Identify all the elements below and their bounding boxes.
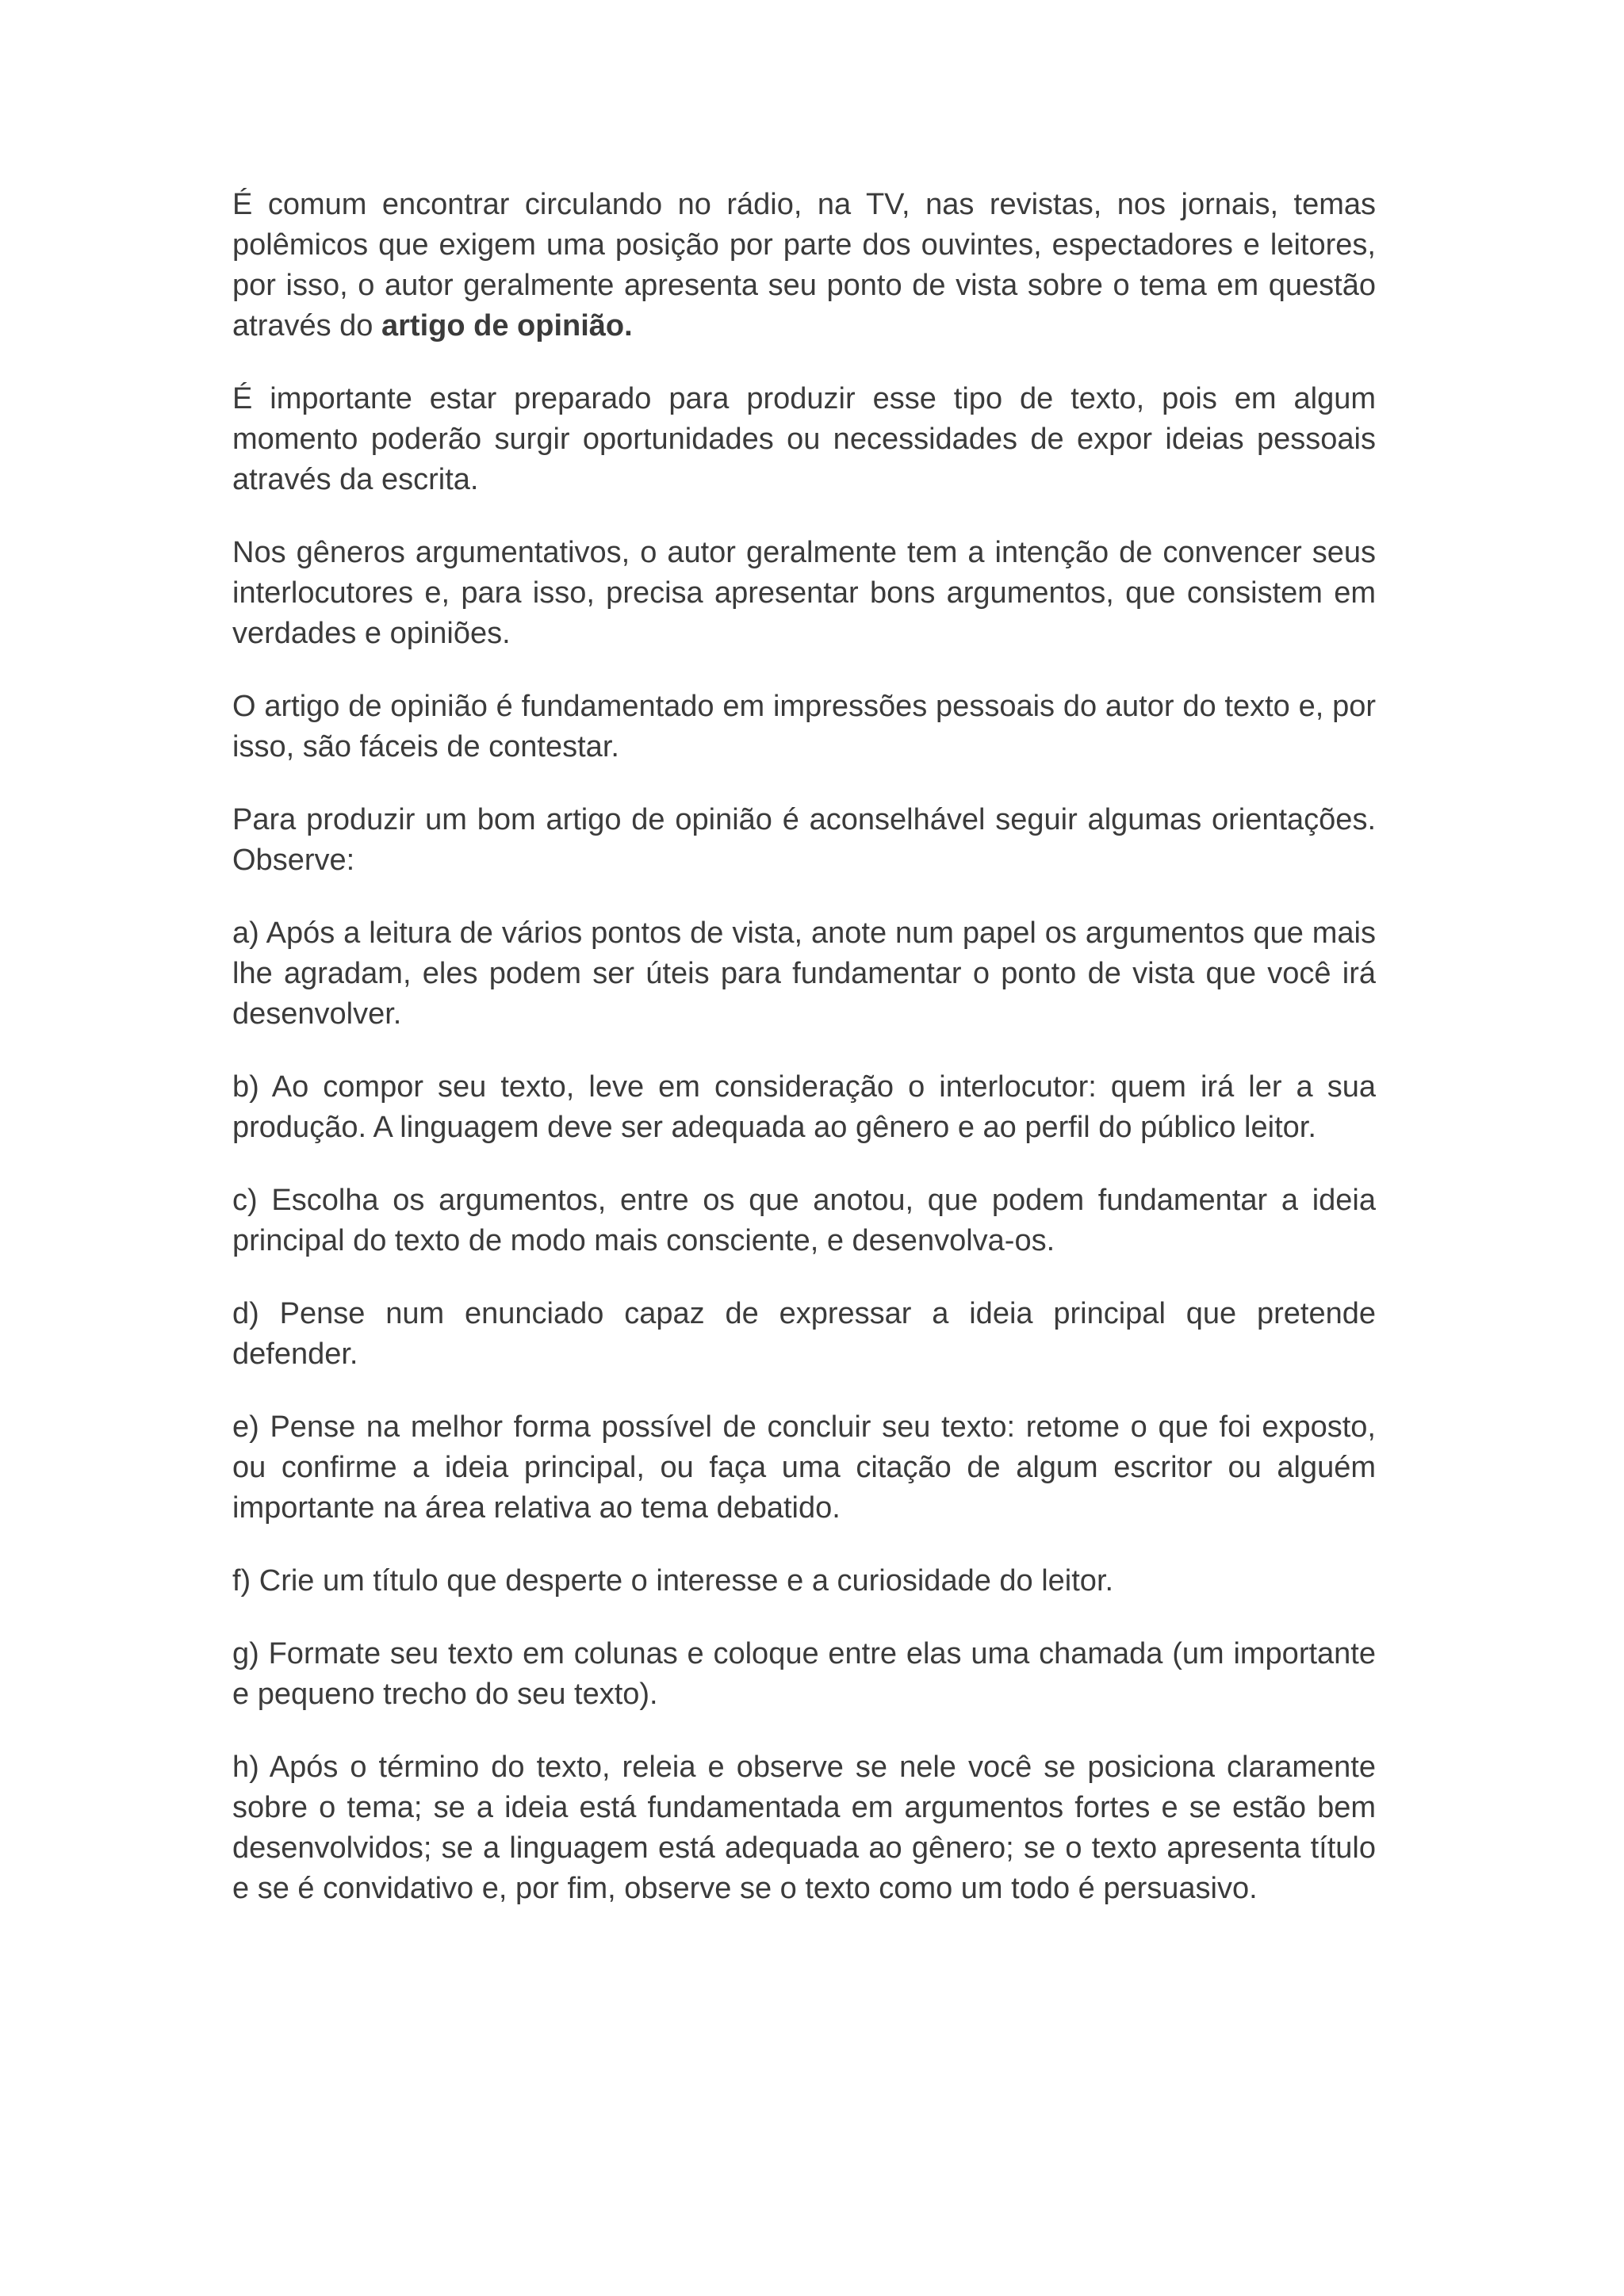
paragraph-text: g) Formate seu texto em colunas e coloque entre elas uma chamada (um importante e pequeno trecho do seu texto). (232, 1637, 1376, 1711)
paragraph-text: É importante estar preparado para produzir esse tipo de texto, pois em algum momento poderão surgir oportunidades ou necessidades de expor ideias pessoais através da escrita. (232, 382, 1376, 496)
paragraph-text: O artigo de opinião é fundamentado em impressões pessoais do autor do texto e, por isso, são fáceis de contestar. (232, 690, 1376, 763)
paragraph-text: f) Crie um título que desperte o interesse e a curiosidade do leitor. (232, 1564, 1114, 1598)
guideline-item-f (232, 1561, 1376, 1601)
paragraph-text: d) Pense num enunciado capaz de expressar a ideia principal que pretende defender. (232, 1297, 1376, 1371)
paragraph-text: b) Ao compor seu texto, leve em consideração o interlocutor: quem irá ler a sua produção. A linguagem deve ser adequada ao gênero e ao perfil do público leitor. (232, 1070, 1376, 1144)
guideline-item-g (232, 1634, 1376, 1715)
paragraph-text: a) Após a leitura de vários pontos de vista, anote num papel os argumentos que mais lhe agradam, eles podem ser úteis para fundamentar o ponto de vista que você irá desenvolver. (232, 916, 1376, 1031)
paragraph-text: Para produzir um bom artigo de opinião é aconselhável seguir algumas orientações. Observe: (232, 803, 1376, 877)
guideline-item-b (232, 1067, 1376, 1148)
paragraph-text: Nos gêneros argumentativos, o autor geralmente tem a intenção de convencer seus interlocutores e, para isso, precisa apresentar bons argumentos, que consistem em verdades e opiniões. (232, 536, 1376, 650)
guideline-item-c (232, 1181, 1376, 1261)
guideline-item-e (232, 1407, 1376, 1529)
paragraph-text: c) Escolha os argumentos, entre os que anotou, que podem fundamentar a ideia principal do texto de modo mais consciente, e desenvolva-os. (232, 1184, 1376, 1257)
paragraph-text: É comum encontrar circulando no rádio, na TV, nas revistas, nos jornais, temas polêmicos que exigem uma posição por parte dos ouvintes, espectadores e leitores, por isso, o autor geralmente apresenta seu ponto de vista sobre o tema em questão através do (232, 188, 1376, 342)
argumentative-genres-paragraph (232, 533, 1376, 654)
paragraph-text: h) Após o término do texto, releia e observe se nele você se posiciona claramente sobre o tema; se a ideia está fundamentada em argumentos fortes e se estão bem desenvolvidos; se a linguagem está adequada ao gênero; se o texto apresenta título e se é convidativo e, por fim, observe se o texto como um todo é persuasivo. (232, 1751, 1376, 1905)
document-text-block (232, 185, 1376, 1909)
guideline-item-h (232, 1747, 1376, 1909)
opinion-article-nature-paragraph (232, 687, 1376, 767)
guideline-item-d (232, 1294, 1376, 1375)
intro-paragraph (232, 185, 1376, 346)
paragraph-bold-text: artigo de opinião. (381, 309, 633, 342)
guidelines-intro-paragraph (232, 800, 1376, 881)
paragraph-text: e) Pense na melhor forma possível de concluir seu texto: retome o que foi exposto, ou confirme a ideia principal, ou faça uma citação de algum escritor ou alguém importante na área relativa ao tema debatido. (232, 1410, 1376, 1525)
preparation-paragraph (232, 379, 1376, 500)
guideline-item-a (232, 913, 1376, 1035)
